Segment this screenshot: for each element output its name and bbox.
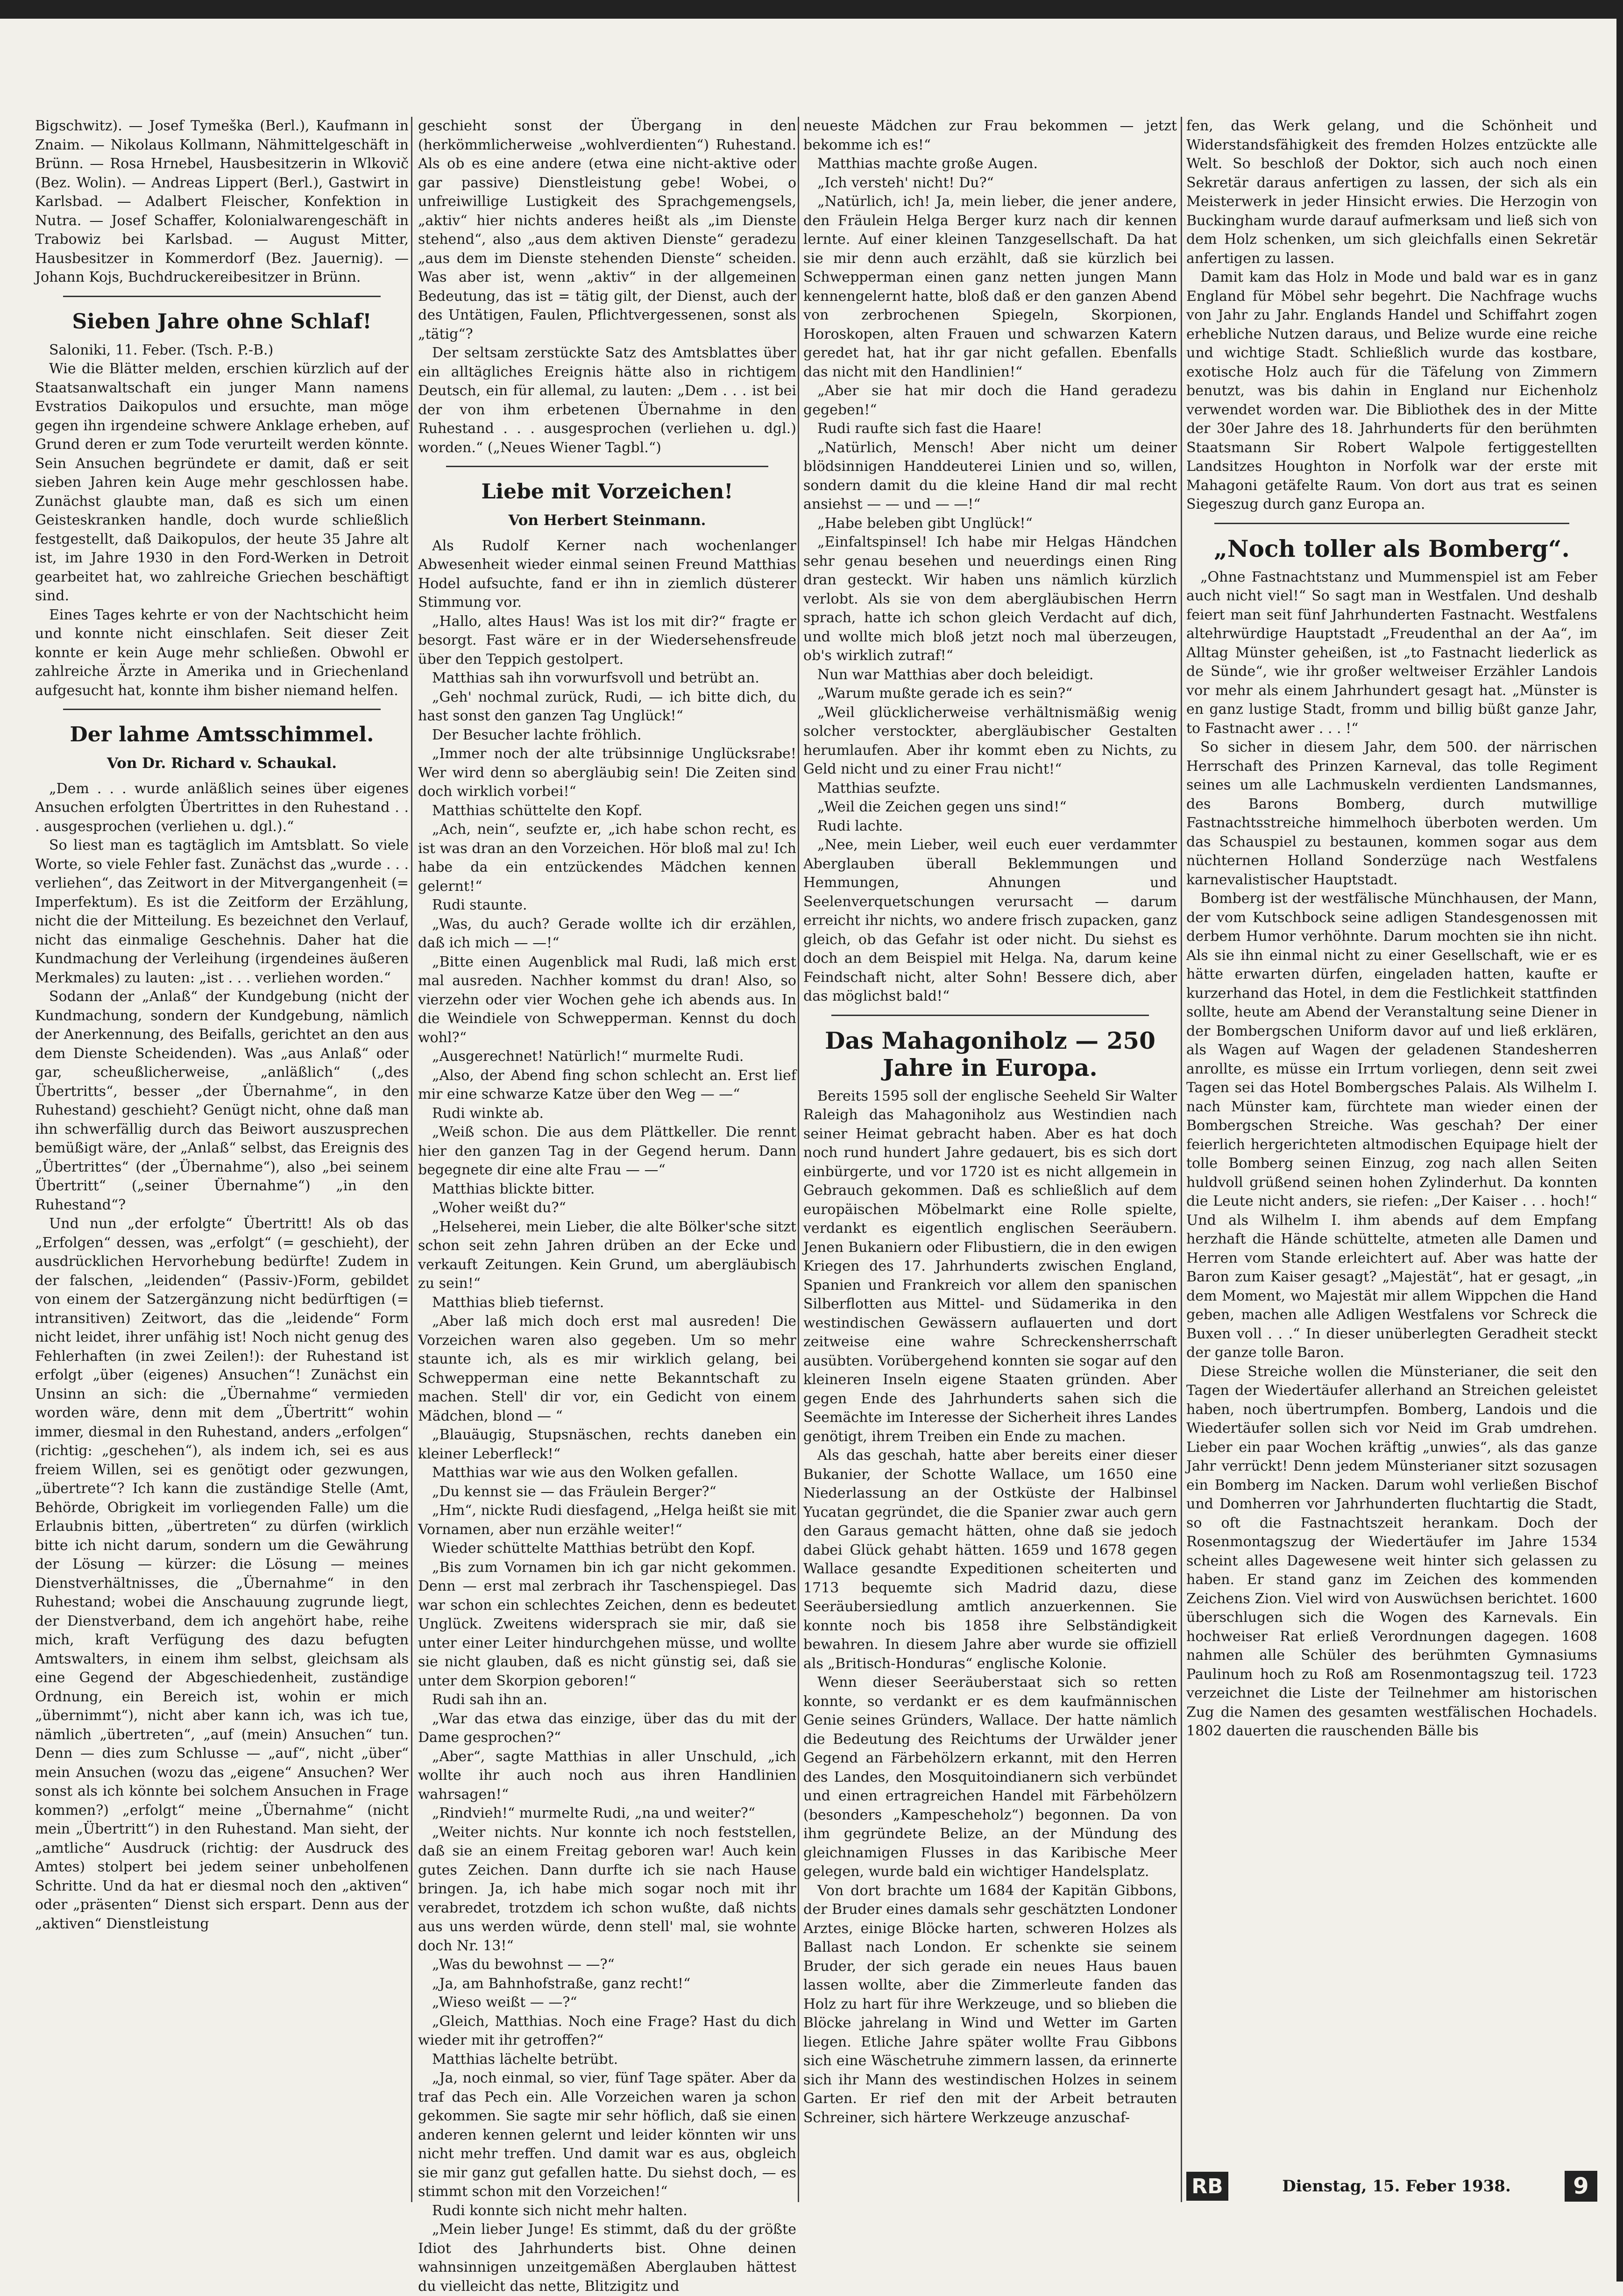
article-paragraph: Matthias lächelte betrübt. xyxy=(432,2051,618,2068)
article-paragraph: „Natürlich, Mensch! Aber nicht um deiner blödsinnigen Handdeuterei Linien und so, willen, sondern damit du die kleine Hand dir mal recht ansiehst — — und — —!“ xyxy=(803,439,1177,512)
article-paragraph: „Weiter nichts. Nur konnte ich noch feststellen, daß sie an einem Freitag geboren war! Auch kein gutes Zeichen. Dann durfte ich sie nach Hause bringen. Ja, ich habe mich sogar noch mit ihr verabredet, trotzdem ich schon wußte, daß nichts aus uns werden würde, denn stell' mal, sie wohnte doch Nr. 13!“ xyxy=(418,1824,796,1954)
article-paragraph: Rudi konnte sich nicht mehr halten. xyxy=(432,2202,687,2219)
headline-mahagoniholz: Das Mahagoniholz — 250 Jahre in Europa. xyxy=(825,1026,1155,1081)
article-paragraph: Matthias war wie aus den Wolken gefallen. xyxy=(432,1464,738,1481)
article-paragraph: Matthias blieb tiefernst. xyxy=(432,1294,604,1311)
article-paragraph: neueste Mädchen zur Frau bekommen — jetzt bekomme ich es!“ xyxy=(803,118,1177,153)
article-paragraph: „Bis zum Vornamen bin ich gar nicht gekommen. Denn — erst mal zerbrach ihr Taschenspiegel. Das war schon ein schlechtes Zeichen, denn es bedeutet Unglück. Zweitens widersprach sie mir, daß sie unter einer Leiter hindurchgehen müsse, und wollte sie nicht glauben, daß es nicht günstig sei, daß sie unter dem Skorpion geboren!“ xyxy=(418,1559,796,1689)
article-paragraph: Eines Tages kehrte er von der Nachtschicht heim und konnte nicht einschlafen. Seit dieser Zeit konnte er kein Auge mehr schließen. Obwohl er zahlreiche Ärzte in Amerika und in Griechenland aufgesucht hat, konnte ihm bisher niemand helfen. xyxy=(35,606,409,699)
article-paragraph: Sodann der „Anlaß“ der Kundgebung (nicht der Kundmachung, sondern der Kundgebung, nämlich der Anerkennung, des Beifalls, gerichtet an den aus dem Dienste Scheidenden). Was „aus Anlaß“ oder gar, scheußlicherweise, „anläßlich“ („des Übertritts“, besser „der Übernahme“, in den Ruhestand) geschieht? Genügt nicht, ohne daß man ihn schwerfällig durch das Beiwort auszusprechen bemüßigt wäre, der „Anlaß“ selbst, das Ereignis des „Übertrittes“ (der „Übernahme“), also „bei seinem Übertritt“ („seiner Übernahme“) „in den Ruhestand“? xyxy=(35,988,409,1213)
article-paragraph: „Natürlich, ich! Ja, mein lieber, die jener andere, den Fräulein Helga Berger kurz nach dir kennen lernte. Auf einer kleinen Tanzgesellschaft. Da hat sie mir denn auch erzählt, daß sie kürzlich bei Schwepperman einen ganz netten jungen Mann kennengelernt hatte, bloß daß er den ganzen Abend von zerbrochenen Spiegeln, Skorpionen, Horoskopen, alten Frauen und schwarzen Katern geredet hat, hat ihr gar nicht gefallen. Ebenfalls das nicht mit den Handlinien!“ xyxy=(803,193,1177,380)
article-paragraph: Diese Streiche wollen die Münsterianer, die seit den Tagen der Wiedertäufer allerhand an Streichen geleistet haben, noch übertrumpfen. Bomberg, Landois und die Wiedertäufer sollen sich vor Neid im Grab umdrehen. Lieber ein paar Wochen kräftig „unwies“, als das ganze Jahr verrückt! Denn jedem Münsterianer sitzt sozusagen ein Bomberg im Nacken. Darum wohl verließen Bischof und Domherren vor Jahrhunderten fluchtartig die Stadt, so oft die Fastnachtszeit herankam. Doch der Rosenmontagszug der Wiedertäufer im Jahre 1534 scheint alles Dagewesene weit hinter sich gelassen zu haben. Er stand ganz im Zeichen des kommenden Zeichens Zion. Viel wird von Auswüchsen berichtet. 1600 überschlugen sich die Wogen des Karnevals. Ein hochweiser Rat erließ Verordnungen dagegen. 1608 nahmen alle Schüler des berühmten Gymnasiums Paulinum hoch zu Roß am Rosenmontagszug teil. 1723 verzeichnet die Liste der Teilnehmer am historischen Zug die Namen des gesamten westfälischen Hochadels. 1802 dauerten die rauschenden Bälle bis xyxy=(1186,1363,1597,1739)
separator xyxy=(831,1015,1149,1016)
newspaper-logo: RB xyxy=(1186,2172,1228,2201)
headline-bomberg: „Noch toller als Bomberg“. xyxy=(1214,534,1570,562)
issue-date: Dienstag, 15. Feber 1938. xyxy=(1282,2177,1511,2196)
article-paragraph: Wieder schüttelte Matthias betrübt den Kopf. xyxy=(432,1540,756,1557)
article-paragraph: Matthias machte große Augen. xyxy=(817,156,1038,172)
article-paragraph: „Mein lieber Junge! Es stimmt, daß du der größte Idiot des Jahrhunderts bist. Ohne deinen wahnsinnigen unzeitgemäßen Aberglauben hättest du vielleicht das nette, Blitzigitz und xyxy=(418,2221,796,2295)
article-paragraph: „Nee, mein Lieber, weil euch euer verdammter Aberglauben überall Beklemmungen und Hemmungen, Ahnungen und Seelenverquetschungen verursacht — darum erreicht ihr nichts, wo andere frisch zupacken, ganz gleich, ob das Gefahr ist oder nicht. Du siehst es doch an dem Beispiel mit Helga. Na, darum keine Feindschaft nicht, alter Sohn! Bessere dich, aber das möglichst bald!“ xyxy=(803,837,1177,1004)
article-paragraph: „War das etwa das einzige, über das du mit der Dame gesprochen?“ xyxy=(418,1710,796,1746)
headline-amtsschimmel: Der lahme Amtsschimmel. xyxy=(70,723,374,746)
article-paragraph: „Rindvieh!“ murmelte Rudi, „na und weiter?“ xyxy=(432,1805,756,1821)
column-2 xyxy=(418,117,796,2295)
article-paragraph: Bereits 1595 soll der englische Seeheld Sir Walter Raleigh das Mahagoniholz aus Westindien nach seiner Heimat gebracht haben. Aber es hat doch noch rund hundert Jahre gedauert, bis es sich dort einbürgerte, und vor 1720 ist es nicht allgemein in Gebrauch gekommen. Daß es schließlich auf dem europäischen Möbelmarkt eine Rolle spielte, verdankt es eigentlich englischen Seeräubern. Jenen Bukaniern oder Flibustiern, die in den ewigen Kriegen des 17. Jahrhunderts zwischen England, Spanien und Frankreich vor allem den spanischen Silberflotten aus Mittel- und Südamerika in den westindischen Gewässern auflauerten und dort zeitweise eine wahre Schreckensherrschaft ausübten. Vorübergehend konnten sie sogar auf den kleineren Inseln eigene Staaten gründen. Aber gegen Ende des Jahrhunderts sahen sich die Seemächte im Interesse der Sicherheit ihres Landes genötigt, ihrem Treiben ein Ende zu machen. xyxy=(803,1088,1177,1445)
article-paragraph: „Ach, nein“, seufzte er, „ich habe schon recht, es ist was dran an den Vorzeichen. Hör bloß mal zu! Ich habe da ein entzückendes Mädchen kennen gelernt!“ xyxy=(418,821,796,895)
separator xyxy=(446,466,768,467)
article-paragraph: Von dort brachte um 1684 der Kapitän Gibbons, der Bruder eines damals sehr geschätzten Londoner Arztes, einige Blöcke harten, schweren Holzes als Ballast nach London. Er schenkte sie seinem Bruder, der sich gerade ein neues Haus bauen lassen wollte, aber die Zimmerleute fanden das Holz zu hart für ihre Werkzeuge, und so blieben die Blöcke jahrelang in Wind und Wetter im Garten liegen. Etliche Jahre später wollte Frau Gibbons sich eine Wäschetruhe zimmern lassen, da erinnerte sich ihr Mann des westindischen Holzes in seinem Garten. Er rief den mit der Arbeit betrauten Schreiner, sich härtere Werkzeuge anzuschaf- xyxy=(803,1882,1177,2126)
article-paragraph: So sicher in diesem Jahr, dem 500. der närrischen Herrschaft des Prinzen Karneval, das tolle Regiment seines um alle Lachmuskeln verdienten Landsmannes, des Barons Bomberg, durch mutwillige Fastnachtsstreiche himmelhoch überboten werden. Um das Schauspiel zu bestaunen, kommen sogar aus dem nüchternen Holland Sonderzüge nach Westfalens karnevalistischer Hauptstadt. xyxy=(1186,739,1597,888)
column-rule xyxy=(411,117,412,2202)
article-paragraph: „Hallo, altes Haus! Was ist los mit dir?“ fragte er besorgt. Fast wäre er in der Wiedersehensfreude über den Teppich gestolpert. xyxy=(418,613,796,668)
article-paragraph: „Einfaltspinsel! Ich habe mir Helgas Händchen sehr genau besehen und neuerdings einen Ring dran gesteckt. Wir haben uns nämlich kürzlich verlobt. Als sie von dem abergläubischen Herrn sprach, hatte ich schon gleich Verdacht auf dich, und wollte mich bloß jetzt noch mal überzeugen, ob's wirklich zutraf!“ xyxy=(803,534,1177,664)
article-paragraph: „Weiß schon. Die aus dem Plättkeller. Die rennt hier den ganzen Tag in der Gegend herum. Dann begegnete dir eine alte Frau — —“ xyxy=(418,1124,796,1178)
article-paragraph: „Habe beleben gibt Unglück!“ xyxy=(817,515,1033,532)
article-paragraph: Matthias schüttelte den Kopf. xyxy=(432,802,643,819)
article-paragraph: „Ausgerechnet! Natürlich!“ murmelte Rudi. xyxy=(432,1048,744,1065)
article-paragraph: „Ja, noch einmal, so vier, fünf Tage später. Aber da traf das Pech ein. Alle Vorzeichen waren ja schon gekommen. Sie sagte mir sehr höflich, daß sie einen anderen kennen gelernt und leider könnten wir uns nicht mehr treffen. Und damit war es aus, obgleich sie mir ganz gut gefallen hatte. Du siehst doch, — es stimmt schon mit den Vorzeichen!“ xyxy=(418,2070,796,2200)
column-3 xyxy=(803,117,1177,2202)
headline-liebe-mit-vorzeichen: Liebe mit Vorzeichen! xyxy=(481,480,733,504)
article-paragraph: „Was du bewohnst — —?“ xyxy=(432,1956,615,1973)
article-paragraph: Nun war Matthias aber doch beleidigt. xyxy=(817,666,1094,683)
separator xyxy=(63,296,381,297)
column-rule xyxy=(1181,117,1182,2202)
article-paragraph: Wenn dieser Seeräuberstaat sich so retten konnte, so verdankt er es dem kaufmännischen Genie seines Gründers, Wallace. Der hatte nämlich die Bedeutung des Reichtums der Urwälder jener Gegend an Färbehölzern erkannt, mit den Herren des Landes, den Mosquitoindianern sich verbündet und einen ertragreichen Handel mit Färbehölzern (besonders „Kampescheholz“) begonnen. Da von ihm gegründete Belize, an der Mündung des gleichnamigen Flusses in das Karibische Meer gelegen, wurde bald ein wichtiger Handelsplatz. xyxy=(803,1674,1177,1880)
separator xyxy=(63,709,381,710)
article-paragraph: Rudi lachte. xyxy=(817,817,903,834)
column-1 xyxy=(35,117,409,2202)
article-paragraph: „Dem . . . wurde anläßlich seines über eigenes Ansuchen erfolgten Übertrittes in den Ruhestand . . . ausgesprochen (verliehen u. dgl.).“ xyxy=(35,780,409,835)
article-paragraph: Rudi raufte sich fast die Haare! xyxy=(817,420,1042,437)
page-footer xyxy=(1186,2170,1597,2203)
article-paragraph: „Gleich, Matthias. Noch eine Frage? Hast du dich wieder mit ihr getroffen?“ xyxy=(418,2013,796,2048)
article-paragraph: Und nun „der erfolgte“ Übertritt! Als ob das „Erfolgen“ dessen, was „erfolgt“ (= geschieht), der ausdrücklichen Hervorhebung bedürfte! Zudem in der falschen, „leidenden“ (Passiv-)Form, gebildet von einem der Satzergänzung nicht bedürftigen (= intransitiven) Zeitwort, das die „leidende“ Form nicht leidet, ihrer unfähig ist! Noch nicht genug des Fehlerhaften (in zwei Zeilen!): der Ruhestand ist erfolgt „über (eigenes) Ansuchen“! Zunächst ein Unsinn an sich: die „Übernahme“ vermieden worden wäre, denn mit dem „Übertritt“ wohin immer, diesmal in den Ruhestand, anders „erfolgen“ (richtig: „geschehen“), als indem ich, sei es aus freiem Willen, sei es genötigt oder gezwungen, „übertrete“? Ich kann die zuständige Stelle (Amt, Behörde, Obrigkeit im vorliegenden Falle) um die Erlaubnis bitten, „übertreten“ zu dürfen (wirklich bitte ich nicht darum, sondern um die Gewährung der Lösung — kürzer: die Lösung — meines Dienstverhältnisses, die „Übernahme“ in den Ruhestand; wobei die Anschauung zugrunde liegt, der Dienstverband, dem ich angehört habe, reihe mich, kraft Verfügung des dazu befugten Amtswalters, in einem ihm selbst, gleichsam als eine Gegend der Abgeschiedenheit, zuständige Ordnung, ein Bereich ist, wohin er mich „übernimmt“), nicht aber kann ich, was ich tue, nämlich „übertreten“, „auf (mein) Ansuchen“ tun. Denn — dies zum Schlusse — „auf“, nicht „über“ mein Ansuchen (wozu das „eigene“ Ansuchen? Wer sonst als ich könnte bei solchem Ansuchen in Frage kommen?) „erfolgt“ meine „Übernahme“ (nicht mein „Übertritt“) in den Ruhestand. Man sieht, der „amtliche“ Ausdruck (richtig: der Ausdruck des Amtes) stolpert bei jedem seiner unbeholfenen Schritte. Und da hat er diesmal noch den „aktiven“ oder „präsenten“ Dienst sich erspart. Denn aus der „aktiven“ Dienstleistung xyxy=(35,1216,409,1932)
dateline: Saloniki, 11. Feber. (Tsch. P.-B.) xyxy=(49,341,274,358)
article-paragraph: „Wieso weißt — —?“ xyxy=(432,1994,577,2011)
article-paragraph: „Bitte einen Augenblick mal Rudi, laß mich erst mal ausreden. Nachher kommst du dran! Also, so vierzehn oder vier Wochen gehe ich abends aus. In die Weindiele von Schwepperman. Kennst du doch wohl?“ xyxy=(418,953,796,1046)
article-paragraph: „Helseherei, mein Lieber, die alte Bölker'sche sitzt schon seit zehn Jahren drüben an der Ecke und verkauft Zeitungen. Kein Grund, um abergläubisch zu sein!“ xyxy=(418,1218,796,1292)
article-paragraph: Damit kam das Holz in Mode und bald war es in ganz England für Möbel sehr begehrt. Die Nachfrage wuchs von Jahr zu Jahr. Englands Handel und Schiffahrt zogen erhebliche Nutzen daraus, und Belize wurde eine reiche und wichtige Stadt. Schließlich wurde das kostbare, exotische Holz auch für die Täfelung von Zimmern benutzt, was bis dahin in England nur Eichenholz verwendet worden war. Die Bibliothek des in der Mitte der 30er Jahre des 18. Jahrhunderts für den berühmten Staatsmann Sir Robert Walpole fertiggestellten Landsitzes Houghton in Norfolk war der erste mit Mahagoni getäfelte Raum. Von dort aus trat es seinen Siegeszug durch ganz Europa an. xyxy=(1186,269,1597,512)
article-paragraph: Rudi staunte. xyxy=(432,897,527,913)
article-paragraph: „Ja, am Bahnhofstraße, ganz recht!“ xyxy=(432,1975,691,1992)
article-paragraph: „Was, du auch? Gerade wollte ich dir erzählen, daß ich mich — —!“ xyxy=(418,916,796,951)
article-paragraph: „Du kennst sie — das Fräulein Berger?“ xyxy=(432,1483,716,1500)
byline: Von Dr. Richard v. Schaukal. xyxy=(106,755,337,772)
page-number: 9 xyxy=(1565,2171,1597,2202)
article-paragraph: „Blauäugig, Stupsnäschen, rechts daneben ein kleiner Leberfleck!“ xyxy=(418,1427,796,1462)
article-paragraph: Matthias seufzte. xyxy=(817,780,941,796)
article-paragraph: „Weil die Zeichen gegen uns sind!“ xyxy=(817,799,1067,815)
article-paragraph: Rudi sah ihn an. xyxy=(432,1692,547,1708)
headline-sieben-jahre: Sieben Jahre ohne Schlaf! xyxy=(72,309,372,334)
column-4 xyxy=(1186,117,1597,2202)
separator xyxy=(1214,523,1569,524)
article-paragraph: „Aber laß mich doch erst mal ausreden! Die Vorzeichen waren also gegeben. Um so mehr staunte ich, als es mir wirklich gelang, bei Schwepperman eine nette Bekanntschaft zu machen. Stell' dir vor, ein Gedicht von einem Mädchen, blond — “ xyxy=(418,1313,796,1424)
article-paragraph: „Woher weißt du?“ xyxy=(432,1200,566,1216)
article-paragraph: Rudi winkte ab. xyxy=(432,1105,544,1122)
article-paragraph: „Ich versteh' nicht! Du?“ xyxy=(817,174,994,191)
article-paragraph: „Immer noch der alte trübsinnige Unglücksrabe! Wer wird denn so abergläubig sein! Die Zeiten sind doch wirklich vorbei!“ xyxy=(418,746,796,800)
article-paragraph: Matthias blickte bitter. xyxy=(432,1180,595,1197)
article-paragraph: „Also, der Abend fing schon schlecht an. Erst lief mir eine schwarze Katze über den Weg — —“ xyxy=(418,1067,796,1102)
article-paragraph: Matthias sah ihn vorwurfsvoll und betrübt an. xyxy=(432,670,759,686)
byline: Von Herbert Steinmann. xyxy=(508,512,706,529)
article-paragraph: „Weil glücklicherweise verhältnismäßig wenig solcher verstockter, abergläubischer Gestalten herumlaufen. Aber ihr kommt eben zu Nichts, zu Geld nicht und zu einer Frau nicht!“ xyxy=(803,704,1177,777)
article-paragraph: „Aber“, sagte Matthias in aller Unschuld, „ich wollte ihr auch noch aus ihren Handlinien wahrsagen!“ xyxy=(418,1748,796,1803)
article-paragraph: „Ohne Fastnachtstanz und Mummenspiel ist am Feber auch nicht viel!“ So sagt man in Westfalen. Und deshalb feiert man seit fünf Jahrhunderten Fastnacht. Westfalens altehrwürdige Hauptstadt „Freudenthal an der Aa“, im Alltag Münster geheißen, ist „to Fastnacht liederlick as de Sünde“, wie ihr großer weltweiser Erzähler Landois vor mehr als einem Jahrhundert gesagt hat. „Münster is en ganz lustige Stadt, fromm und billig büßt ganze Jahr, to Fastnacht awer . . . !“ xyxy=(1186,569,1597,737)
article-paragraph: geschieht sonst der Übergang in den (herkömmlicherweise „wohlverdienten“) Ruhestand. Als ob es eine andere (etwa eine nicht-aktive oder gar passive) Dienstleistung gebe! Wobei, o unfreiwillige Lustigkeit des Sprachgemengsels, „aktiv“ hier nichts anderes heißt als „im Dienste stehend“, also „aus dem aktiven Dienste“ geradezu „aus dem im Dienste stehenden Dienste“ scheiden. Was aber ist, wenn „aktiv“ in der allgemeinen Bedeutung, das ist = tätig gilt, der Dienst, auch der des Untätigen, Faulen, Pflichtvergessenen, sonst als „tätig“? xyxy=(418,118,796,342)
column-rule xyxy=(798,117,799,2202)
article-paragraph: „Warum mußte gerade ich es sein?“ xyxy=(817,685,1073,702)
article-paragraph: „Geh' nochmal zurück, Rudi, — ich bitte dich, du hast sonst den ganzen Tag Unglück!“ xyxy=(418,689,796,724)
article-paragraph: fen, das Werk gelang, und die Schönheit und Widerstandsfähigkeit des fremden Holzes entzückte alle Welt. So beschloß der Doktor, sich auch noch einen Sekretär daraus anfertigen zu lassen, der sich als ein Meisterwerk in jeder Hinsicht erwies. Die Herzogin von Buckingham wurde darauf aufmerksam und ließ sich von dem Holz schenken, um sich gleichfalls einen Sekretär anfertigen zu lassen. xyxy=(1186,118,1597,267)
article-paragraph: Der Besucher lachte fröhlich. xyxy=(432,726,642,743)
article-paragraph: Als das geschah, hatte aber bereits einer dieser Bukanier, der Schotte Wallace, um 1650 eine Niederlassung an der Ostküste der Halbinsel Yucatan gegründet, die die Spanier zwar auch gern den Garaus gemacht hätten, ohne daß sie jedoch dabei Glück gehabt hätten. 1659 und 1678 gegen Wallace gesandte Expeditionen scheiterten und 1713 bequemte sich Madrid dazu, diese Seeräubersiedlung amtlich anzuerkennen. Sie konnte noch bis 1858 ihre Selbständigkeit bewahren. In diesem Jahre aber wurde sie offiziell als „Britisch-Honduras“ englische Kolonie. xyxy=(803,1447,1177,1672)
name-list: Bigschwitz). — Josef Tymeška (Berl.), Kaufmann in Znaim. — Nikolaus Kollmann, Nähmittelgeschäft in Brünn. — Rosa Hrnebel, Hausbesitzerin in Wlkovič (Bez. Wolin). — Andreas Lippert (Berl.), Gastwirt in Karlsbad. — Adalbert Fleischer, Konfektion in Nutra. — Josef Schaffer, Kolonialwarengeschäft in Trabowiz bei Karlsbad. — August Mitter, Hausbesitzer in Kommerdorf (Bez. Jauernig). — Johann Kojs, Buchdruckereibesitzer in Brünn. xyxy=(35,118,409,285)
top-border xyxy=(0,0,1623,19)
article-paragraph: So liest man es tagtäglich im Amtsblatt. So viele Worte, so viele Fehler fast. Zunächst das „wurde . . . verliehen“, das Zeitwort in der Mitvergangenheit (= Imperfektum). Es ist die Zeitform der Erzählung, nicht die der Mitteilung. Es bezeichnet den Verlauf, nicht das einmalige Geschehnis. Daher hat die Kundmachung der Verleihung (irgendeines äußeren Merkmales) zu lauten: „ist . . . verliehen worden.“ xyxy=(35,837,409,986)
article-paragraph: Als Rudolf Kerner nach wochenlanger Abwesenheit wieder einmal seinen Freund Matthias Hodel aufsuchte, fand er ihn in ziemlich düsterer Stimmung vor. xyxy=(418,537,796,611)
article-paragraph: Der seltsam zerstückte Satz des Amtsblattes über ein alltägliches Ereignis hätte also in richtigem Deutsch, ein für allemal, zu lauten: „Dem . . . ist bei der von ihm erbetenen Übernahme in den Ruhestand . . . ausgesprochen (verliehen u. dgl.) worden.“ („Neues Wiener Tagbl.“) xyxy=(418,345,796,456)
article-paragraph: Wie die Blätter melden, erschien kürzlich auf der Staatsanwaltschaft ein junger Mann namens Evstratios Daikopulos und ersuchte, man möge gegen ihn irgendeine schwere Anklage erheben, auf Grund deren er zum Tode verurteilt werden könnte. Sein Ansuchen begründete er damit, daß er seit sieben Jahren kein Auge mehr geschlossen habe. Zunächst glaubte man, daß es sich um einen Geisteskranken handle, doch wurde schließlich festgestellt, daß Daikopulos, der heute 35 Jahre alt ist, im Jahre 1930 in den Ford-Werken in Detroit gearbeitet hat, wo zahlreiche Griechen beschäftigt sind. xyxy=(35,361,409,604)
article-paragraph: Bomberg ist der westfälische Münchhausen, der Mann, der vom Kutschbock seine adligen Standesgenossen mit derbem Humor verhöhnte. Darum mochten sie ihn nicht. Als sie ihn einmal nicht zu einer Gesellschaft, wie er es hätte erwarten dürfen, eingeladen hatten, kaufte er kurzerhand das Hotel, in dem die Festlichkeit stattfinden sollte, heute am Abend der Veranstaltung seine Diener in der Bombergschen Uniform davor auf und ließ erklären, als Wagen auf Wagen der geladenen Standesherren anrollte, es müsse ein Irrtum vorliegen, denn seit zwei Tagen sei das Hotel Bombergsches Palais. Als Wilhelm I. nach Münster kam, fürchtete man wieder einen der Bombergschen Streiche. Was geschah? Der einer feierlich hergerichteten altmodischen Equipage hielt der tolle Bomberg seinen Einzug, zog nach allen Seiten huldvoll grüßend seinen hohen Zylinderhut. Da konnten die Leute nicht anders, sie riefen: „Der Kaiser . . . hoch!“ Und als Wilhelm I. ihm abends auf dem Empfang herzhaft die Hände schüttelte, atmeten alle Damen und Herren vom Stande erleichtert auf. Aber was hatte der Baron zum Kaiser gesagt? „Majestät“, hat er gesagt, „in dem Moment, wo Majestät mir allem Wippchen die Hand geben, machen alle Adligen Westfalens vor Schreck die Buxen voll . . .“ In dieser unüberlegten Geradheit steckt der ganze tolle Baron. xyxy=(1186,890,1597,1361)
article-paragraph: „Aber sie hat mir doch die Hand geradezu gegeben!“ xyxy=(803,383,1177,418)
article-paragraph: „Hm“, nickte Rudi diesfagend, „Helga heißt sie mit Vornamen, aber nun erzähle weiter!“ xyxy=(418,1502,796,1538)
